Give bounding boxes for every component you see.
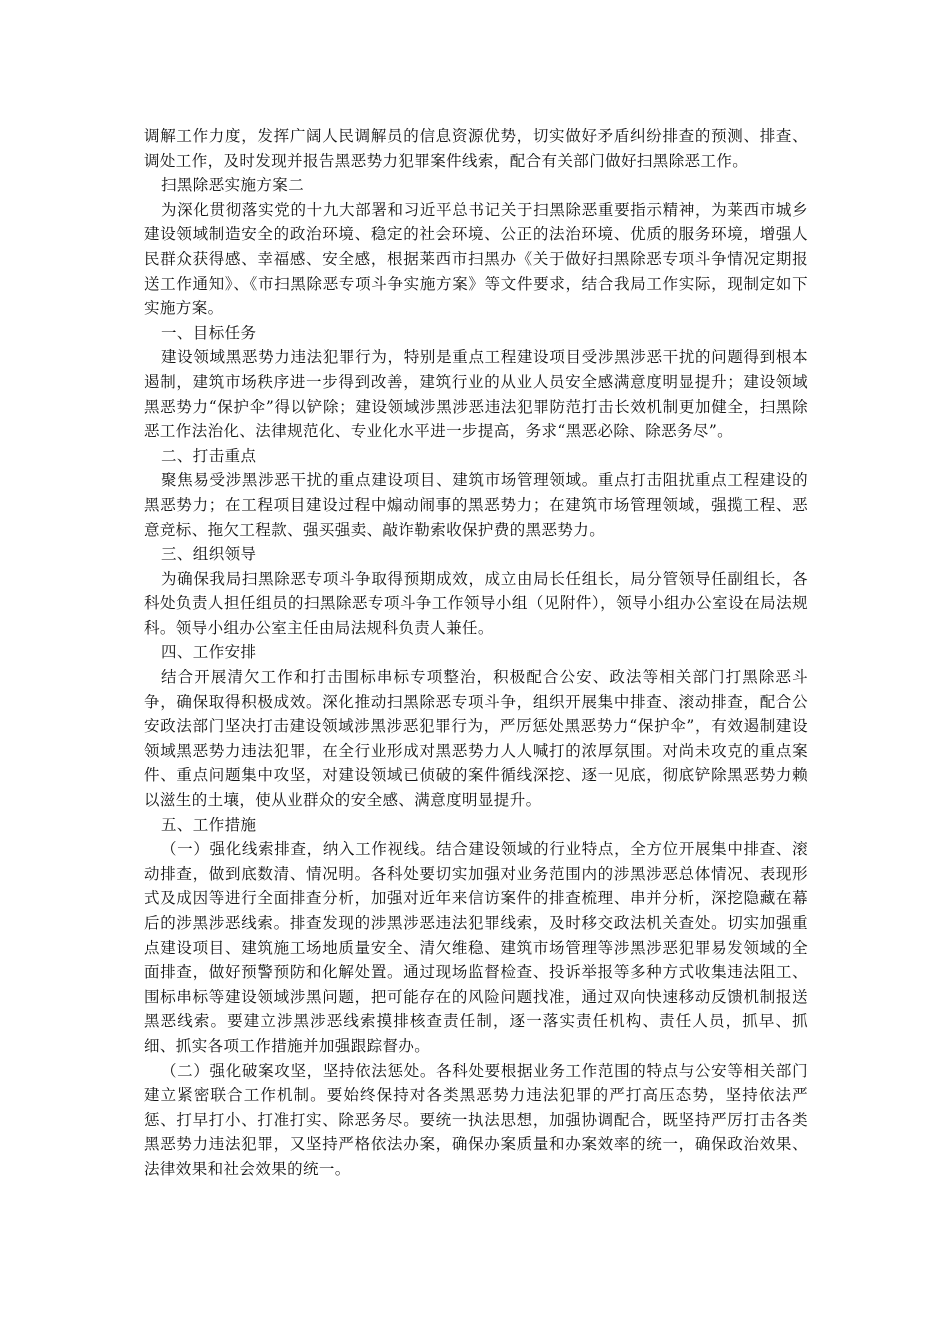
- paragraph-continuation: 调解工作力度，发挥广阔人民调解员的信息资源优势，切实做好矛盾纠纷排查的预测、排查、调处工作，及时发现并报告黑恶势力犯罪案件线索，配合有关部门做好扫黑除恶工作。: [144, 127, 808, 170]
- document-title: 扫黑除恶实施方案二: [161, 176, 305, 195]
- document-body: [144, 124, 808, 1182]
- paragraph-measure-1: （一）强化线索排查，纳入工作视线。结合建设领域的行业特点，全方位开展集中排查、滚动排查，做到底数清、情况明。各科处要切实加强对业务范围内的涉黑涉恶总体情况、表现形式及成因等进行全面排查分析，加强对近年来信访案件的排查梳理、串并分析，深挖隐藏在幕后的涉黑涉恶线索。排查发现的涉黑涉恶违法犯罪线索，及时移交政法机关查处。切实加强重点建设项目、建筑施工场地质量安全、清欠维稳、建筑市场管理等涉黑涉恶犯罪易发领域的全面排查，做好预警预防和化解处置。通过现场监督检查、投诉举报等多种方式收集违法阻工、围标串标等建设领域涉黑问题，把可能存在的风险问题找准，通过双向快速移动反馈机制报送黑恶线索。要建立涉黑涉恶线索摸排核查责任制，逐一落实责任机构、责任人员，抓早、抓细、抓实各项工作措施并加强跟踪督办。: [144, 840, 808, 1055]
- section-heading-measures: 五、工作措施: [161, 815, 257, 834]
- paragraph-intro: 为深化贯彻落实党的十九大部署和习近平总书记关于扫黑除恶重要指示精神，为莱西市城乡建设领域制造安全的政治环境、稳定的社会环境、公正的法治环境、优质的服务环境，增强人民群众获得感、幸福感、安全感，根据莱西市扫黑办《关于做好扫黑除恶专项斗争情况定期报送工作通知》、《市扫黑除恶专项斗争实施方案》等文件要求，结合我局工作实际，现制定如下实施方案。: [144, 200, 808, 318]
- paragraph-leadership: 为确保我局扫黑除恶专项斗争取得预期成效，成立由局长任组长，局分管领导任副组长，各科处负责人担任组员的扫黑除恶专项斗争工作领导小组（见附件），领导小组办公室设在局法规科。领导小组办公室主任由局法规科负责人兼任。: [144, 569, 808, 637]
- section-heading-focus: 二、打击重点: [161, 446, 257, 465]
- paragraph-focus: 聚焦易受涉黑涉恶干扰的重点建设项目、建筑市场管理领域。重点打击阻扰重点工程建设的黑恶势力；在工程项目建设过程中煽动闹事的黑恶势力；在建筑市场管理领域，强揽工程、恶意竞标、拖欠工程款、强买强卖、敲诈勒索收保护费的黑恶势力。: [144, 471, 808, 539]
- paragraph-arrangement: 结合开展清欠工作和打击围标串标专项整治，积极配合公安、政法等相关部门打黑除恶斗争，确保取得积极成效。深化推动扫黑除恶专项斗争，组织开展集中排查、滚动排查，配合公安政法部门坚决打击建设领域涉黑涉恶犯罪行为，严厉惩处黑恶势力“保护伞”，有效遏制建设领域黑恶势力违法犯罪，在全行业形成对黑恶势力人人喊打的浓厚氛围。对尚未攻克的重点案件、重点问题集中攻坚，对建设领域已侦破的案件循线深挖、逐一见底，彻底铲除黑恶势力赖以滋生的土壤，使从业群众的安全感、满意度明显提升。: [144, 668, 808, 810]
- section-heading-goals: 一、目标任务: [161, 323, 257, 342]
- paragraph-goals: 建设领域黑恶势力违法犯罪行为，特别是重点工程建设项目受涉黑涉恶干扰的问题得到根本遏制，建筑市场秩序进一步得到改善，建筑行业的从业人员安全感满意度明显提升；建设领域黑恶势力“保护伞”得以铲除；建设领域涉黑涉恶违法犯罪防范打击长效机制更加健全，扫黑除恶工作法治化、法律规范化、专业化水平进一步提高，务求“黑恶必除、除恶务尽”。: [144, 348, 808, 441]
- paragraph-measure-2: （二）强化破案攻坚，坚持依法惩处。各科处要根据业务工作范围的特点与公安等相关部门建立紧密联合工作机制。要始终保持对各类黑恶势力违法犯罪的严打高压态势，坚持依法严惩、打早打小、打准打实、除恶务尽。要统一执法思想，加强协调配合，既坚持严厉打击各类黑恶势力违法犯罪，又坚持严格依法办案，确保办案质量和办案效率的统一，确保政治效果、法律效果和社会效果的统一。: [144, 1061, 808, 1178]
- section-heading-leadership: 三、组织领导: [161, 545, 257, 564]
- section-heading-arrangement: 四、工作安排: [161, 643, 257, 662]
